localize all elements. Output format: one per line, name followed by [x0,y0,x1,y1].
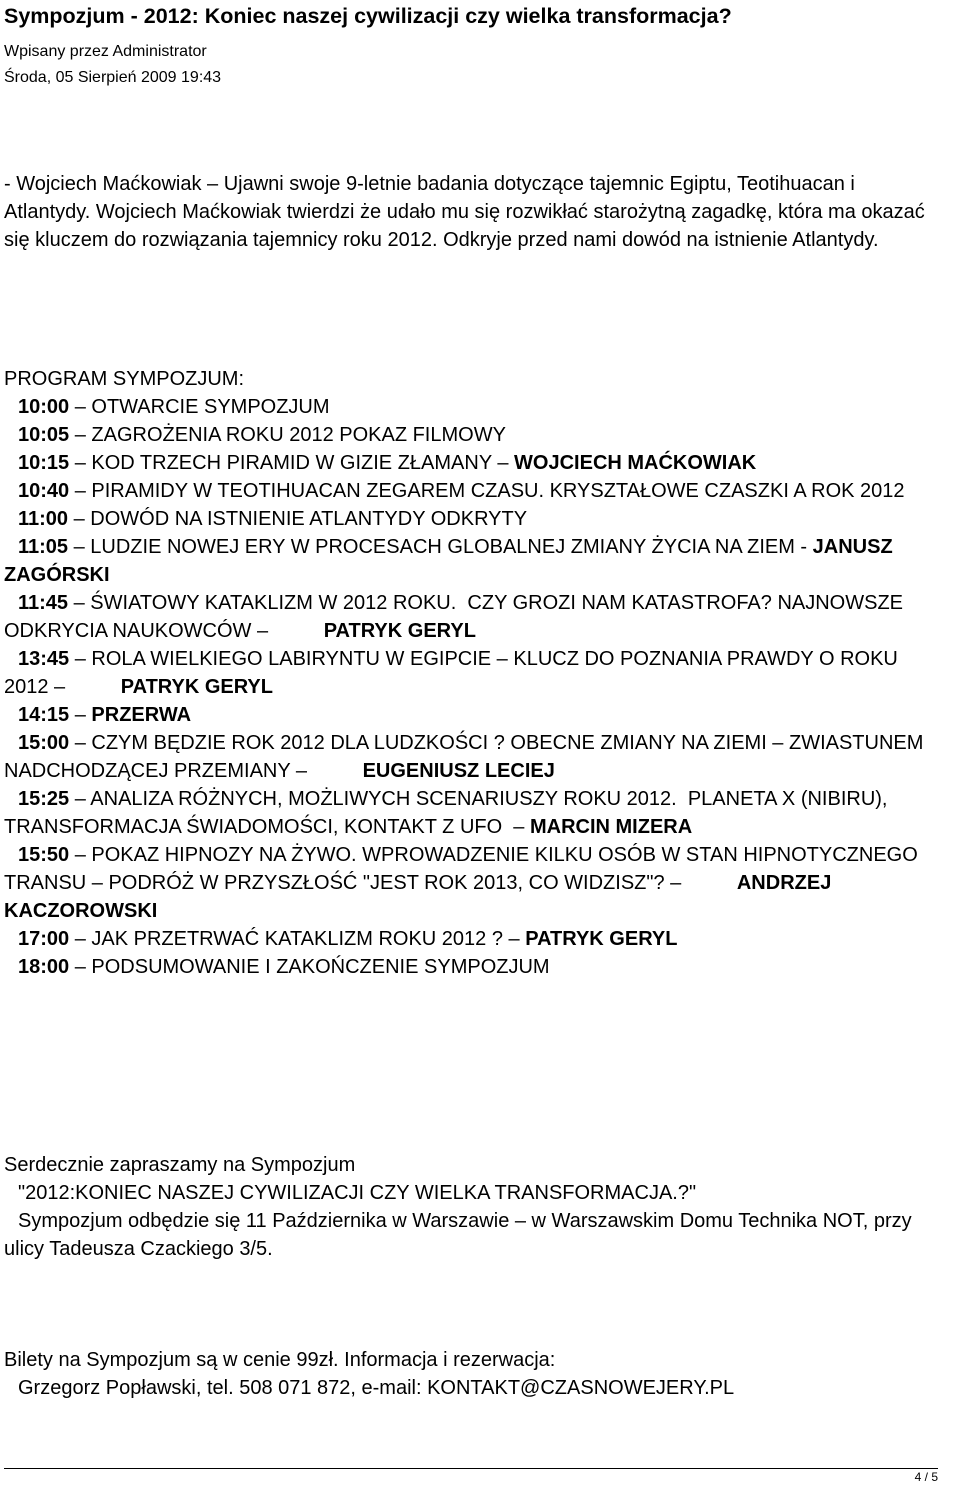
program-time: 15:00 [18,732,70,754]
program-item [4,589,944,645]
program-text: – JAK PRZETRWAĆ KATAKLIZM ROKU 2012 ? – [69,928,526,950]
event-location: Sympozjum odbędzie się 11 Października w Warszawie – w Warszawskim Domu Technika NOT, przy ulicy Tadeusza Czackiego 3/5. [4,1210,912,1260]
program-time: 10:15 [18,452,70,474]
program-item [4,953,944,981]
page-number: 4 / 5 [914,1470,938,1484]
program-speaker: PRZERWA [91,704,192,726]
program-item [4,421,944,449]
program-text: – PIRAMIDY W TEOTIHUACAN ZEGAREM CZASU. KRYSZTAŁOWE CZASZKI A ROK 2012 [69,480,905,502]
page-title: Sympozjum - 2012: Koniec naszej cywilizacji czy wielka transformacja? [4,4,732,28]
program-item [4,841,944,925]
program-item [4,505,944,533]
program-time: 17:00 [18,928,70,950]
program-time: 18:00 [18,956,70,978]
program-item [4,729,944,785]
program-time: 11:45 [18,592,69,614]
program-section [4,365,944,981]
program-speaker: PATRYK GERYL [120,676,273,698]
program-time: 11:00 [18,508,69,530]
intro-paragraph: - Wojciech Maćkowiak – Ujawni swoje 9-letnie badania dotyczące tajemnic Egiptu, Teotihuacan i Atlantydy. Wojciech Maćkowiak twierdzi że udało mu się rozwikłać starożytną zagadkę, która ma okazać się kluczem do rozwiązania tajemnicy roku 2012. Odkryje przed nami dowód na istnienie Atlantydy. [4,173,925,251]
program-item [4,393,944,421]
program-time: 10:40 [18,480,70,502]
program-text: – LUDZIE NOWEJ ERY W PROCESACH GLOBALNEJ ZMIANY ŻYCIA NA ZIEM - [68,536,813,558]
program-speaker: MARCIN MIZERA [529,816,693,838]
program-item [4,533,944,589]
program-text: – CZYM BĘDZIE ROK 2012 DLA LUDZKOŚCI ? OBECNE ZMIANY NA ZIEMI – ZWIASTUNEM NADCHODZĄCEJ PRZEMIANY – [4,732,929,782]
program-time: 13:45 [18,648,70,670]
program-text: – ANALIZA RÓŻNYCH, MOŻLIWYCH SCENARIUSZY ROKU 2012. PLANETA X (NIBIRU), TRANSFORMACJA ŚWIADOMOŚCI, KONTAKT Z UFO – [4,788,893,838]
program-speaker: PATRYK GERYL [525,928,678,950]
program-text: – POKAZ HIPNOZY NA ŻYWO. WPROWADZENIE KILKU OSÓB W STAN HIPNOTYCZNEGO TRANSU – PODRÓŻ W PRZYSZŁOŚĆ "JEST ROK 2013, CO WIDZISZ"? – [4,844,923,894]
program-text: – ŚWIATOWY KATAKLIZM W 2012 ROKU. CZY GROZI NAM KATASTROFA? NAJNOWSZE ODKRYCIA NAUKOWCÓW – [4,592,909,642]
program-speaker: ANDRZEJ KACZOROWSKI [4,872,832,922]
event-name: "2012:KONIEC NASZEJ CYWILIZACJI CZY WIELKA TRANSFORMACJA.?" [18,1182,697,1204]
program-time: 15:50 [18,844,70,866]
program-speaker: JANUSZ ZAGÓRSKI [4,536,893,586]
program-text: – DOWÓD NA ISTNIENIE ATLANTYDY ODKRYTY [68,508,528,530]
program-time: 14:15 [18,704,70,726]
program-speaker: WOJCIECH MAĆKOWIAK [514,452,757,474]
program-speaker: EUGENIUSZ LECIEJ [362,760,555,782]
program-time: 10:00 [18,396,70,418]
program-item [4,449,944,477]
program-text: – ZAGROŻENIA ROKU 2012 POKAZ FILMOWY [69,424,506,446]
footer-divider [4,1468,938,1469]
program-text: – ROLA WIELKIEGO LABIRYNTU W EGIPCIE – KLUCZ DO POZNANIA PRAWDY O ROKU 2012 – [4,648,904,698]
program-item [4,785,944,841]
program-item [4,925,944,953]
program-heading: PROGRAM SYMPOZJUM: [4,368,245,390]
program-text: – OTWARCIE SYMPOZJUM [69,396,330,418]
ticket-price: Bilety na Sympozjum są w cenie 99zł. Informacja i rezerwacja: [4,1349,556,1371]
program-speaker: PATRYK GERYL [323,620,476,642]
program-text: – [69,704,92,726]
invitation-line: Serdecznie zapraszamy na Sympozjum [4,1154,356,1176]
contact-info: Grzegorz Popławski, tel. 508 071 872, e-mail: KONTAKT@CZASNOWEJERY.PL [18,1377,735,1399]
program-item [4,477,944,505]
date-line: Środa, 05 Sierpień 2009 19:43 [4,69,222,86]
program-item [4,701,944,729]
program-time: 10:05 [18,424,70,446]
program-time: 11:05 [18,536,69,558]
program-item [4,645,944,701]
program-time: 15:25 [18,788,70,810]
program-text: – PODSUMOWANIE I ZAKOŃCZENIE SYMPOZJUM [69,956,550,978]
program-text: – KOD TRZECH PIRAMID W GIZIE ZŁAMANY – [69,452,515,474]
invitation-section [4,1151,944,1263]
tickets-section [4,1346,944,1402]
author-line: Wpisany przez Administrator [4,43,207,60]
